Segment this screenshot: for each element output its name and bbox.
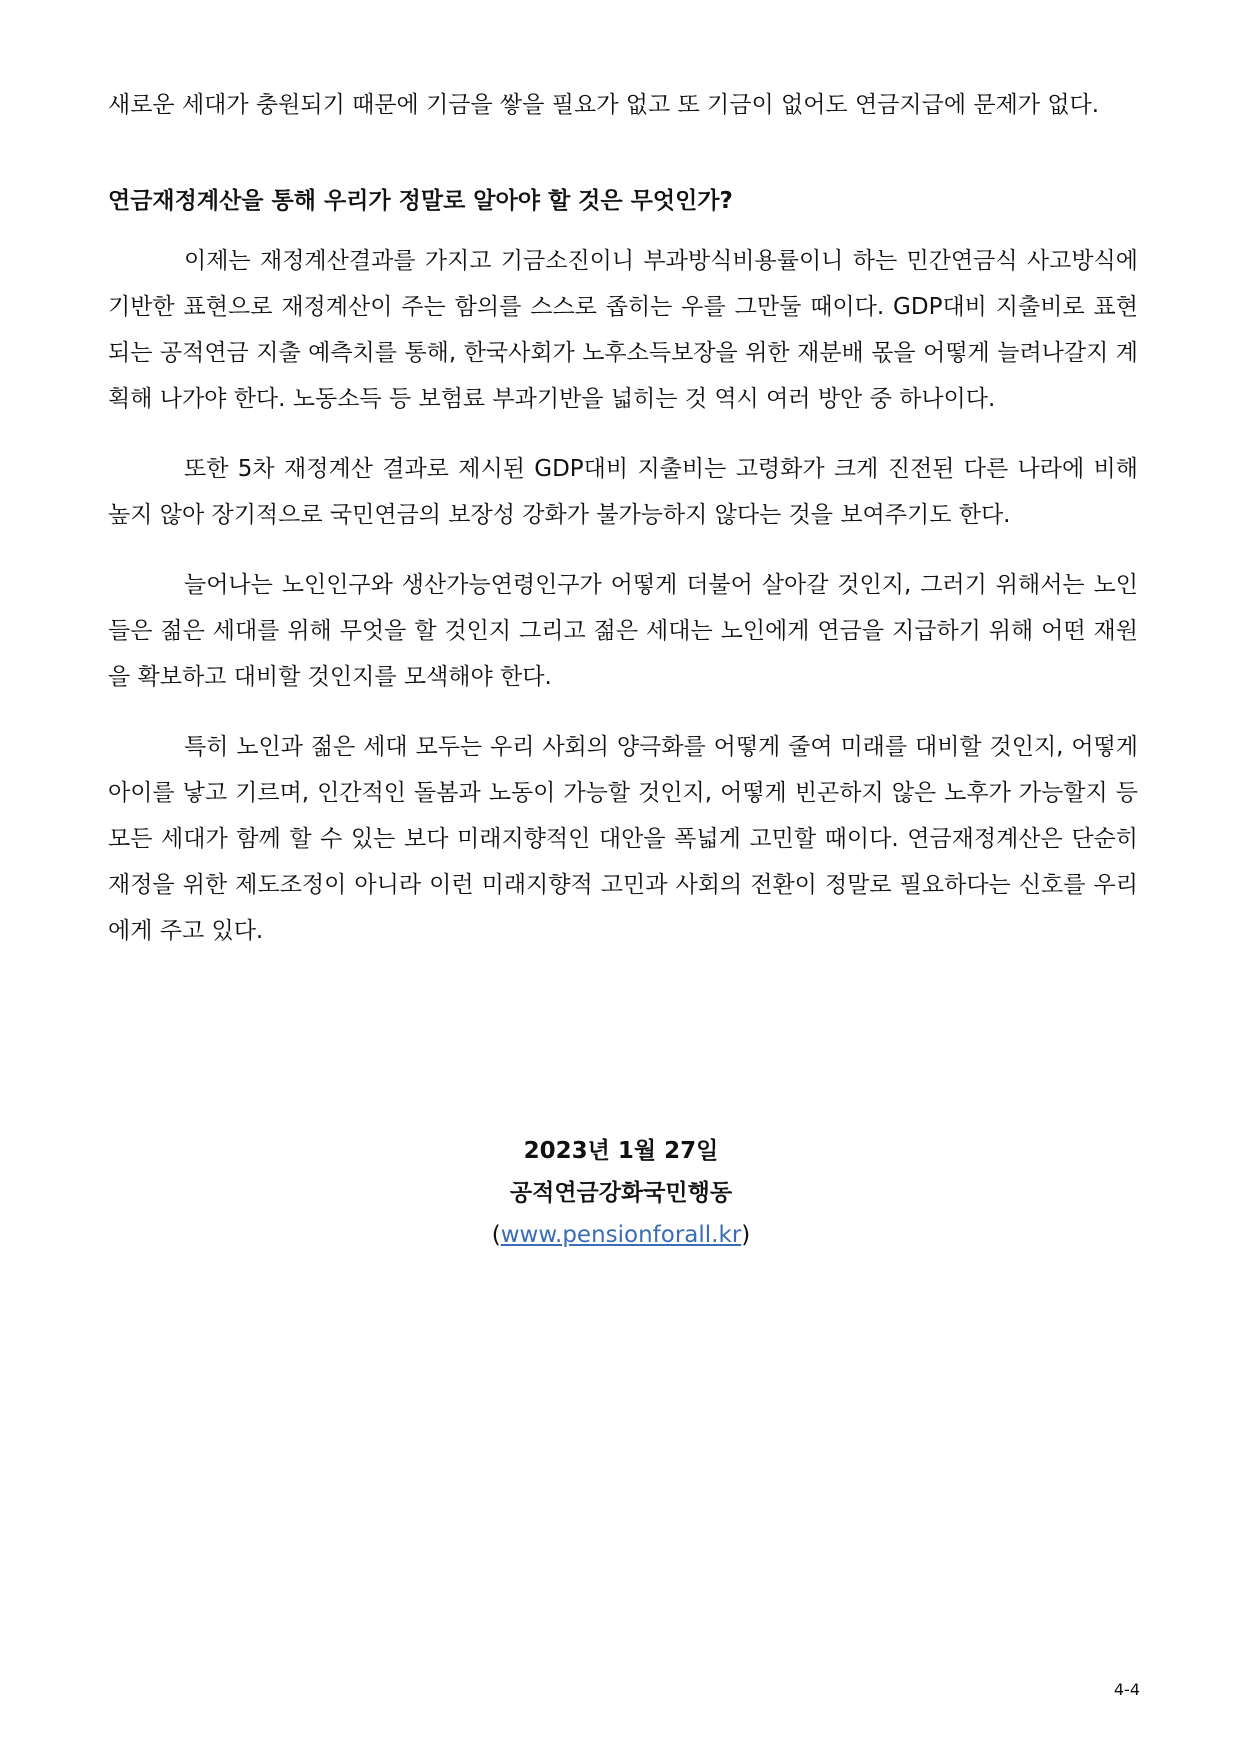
paren-close: ) (741, 1222, 751, 1248)
section-heading: 연금재정계산을 통해 우리가 정말로 알아야 할 것은 무엇인가? (108, 188, 733, 214)
signature-date: 2023년 1월 27일 (523, 1138, 719, 1164)
website-link[interactable]: www.pensionforall.kr (500, 1222, 742, 1248)
signature-organization: 공적연금강화국민행동 (509, 1180, 733, 1206)
body-paragraph-1: 이제는 재정계산결과를 가지고 기금소진이니 부과방식비용률이니 하는 민간연금식 사고방식에 기반한 표현으로 재정계산이 주는 함의를 스스로 좁히는 우를 그만둘 때이다. GDP대비 지출비로 표현되는 공적연금 지출 예측치를 통해, 한국사회가 노후소득보장을 위한 재분배 몫을 어떻게 늘려나갈지 계획해 나가야 한다. 노동소득 등 보험료 부과기반을 넓히는 것 역시 여러 방안 중 하나이다. (108, 248, 1138, 412)
body-paragraph-2: 또한 5차 재정계산 결과로 제시된 GDP대비 지출비는 고령화가 크게 진전된 다른 나라에 비해 높지 않아 장기적으로 국민연금의 보장성 강화가 불가능하지 않다는 것을 보여주기도 한다. (108, 456, 1138, 528)
page-number: 4-4 (1113, 1680, 1140, 1699)
paren-open: ( (491, 1222, 501, 1248)
signature-block (0, 1130, 1242, 1256)
signature-website-line (0, 1214, 1242, 1256)
document-body (108, 82, 1138, 954)
body-paragraph-4: 특히 노인과 젊은 세대 모두는 우리 사회의 양극화를 어떻게 줄여 미래를 대비할 것인지, 어떻게 아이를 낳고 기르며, 인간적인 돌봄과 노동이 가능할 것인지, 어떻게 빈곤하지 않은 노후가 가능할지 등 모든 세대가 함께 할 수 있는 보다 미래지향적인 대안을 폭넓게 고민할 때이다. 연금재정계산은 단순히 재정을 위한 제도조정이 아니라 이런 미래지향적 고민과 사회의 전환이 정말로 필요하다는 신호를 우리에게 주고 있다. (108, 734, 1138, 944)
body-paragraph-3: 늘어나는 노인인구와 생산가능연령인구가 어떻게 더불어 살아갈 것인지, 그러기 위해서는 노인들은 젊은 세대를 위해 무엇을 할 것인지 그리고 젊은 세대는 노인에게 연금을 지급하기 위해 어떤 재원을 확보하고 대비할 것인지를 모색해야 한다. (108, 572, 1138, 690)
intro-paragraph: 새로운 세대가 충원되기 때문에 기금을 쌓을 필요가 없고 또 기금이 없어도 연금지급에 문제가 없다. (108, 92, 1100, 118)
